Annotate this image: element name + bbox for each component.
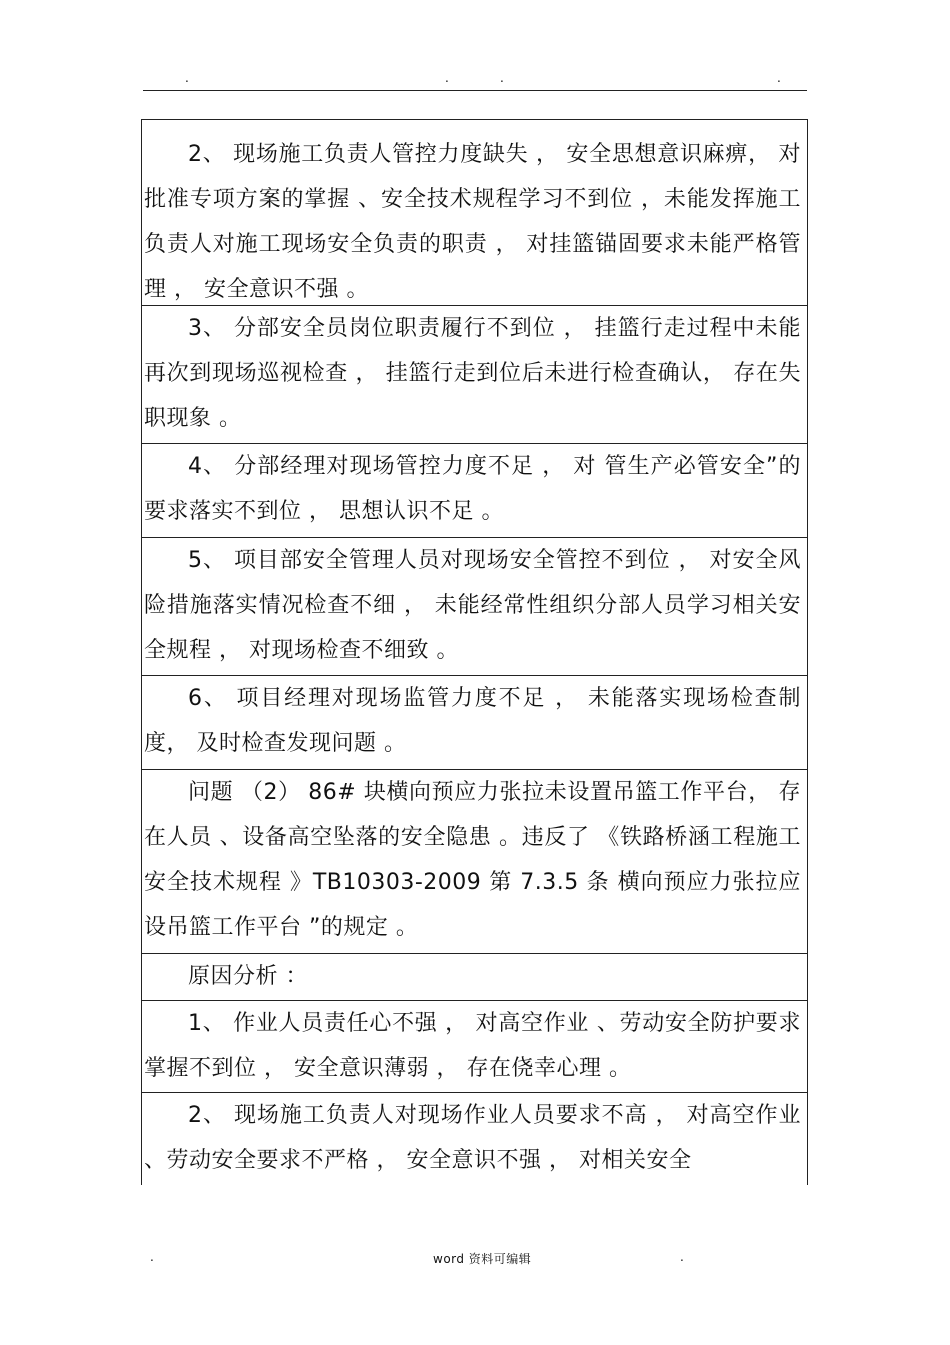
table-row	[142, 132, 807, 306]
table-row	[142, 444, 807, 538]
header-dot: .	[777, 71, 781, 85]
row-text: 3、 分部安全员岗位职责履行不到位 ， 挂篮行走过程中未能再次到现场巡视检查 ， 挂篮行走到位后未进行检查确认， 存在失职现象 。	[144, 316, 801, 431]
row-text: 5、 项目部安全管理人员对现场安全管控不到位 ， 对安全风险措施落实情况检查不细 ， 未能经常性组织分部人员学习相关安全规程 ， 对现场检查不细致 。	[144, 548, 801, 663]
header-dot: .	[500, 71, 504, 85]
table-row	[142, 538, 807, 676]
row-text: 问题 （2） 86# 块横向预应力张拉未设置吊篮工作平台， 存在人员 、设备高空坠落的安全隐患 。违反了 《铁路桥涵工程施工安全技术规程 》TB10303-2009 第 7.3.5 条 横向预应力张拉应设吊篮工作平台 ”的规定 。	[144, 780, 801, 940]
row-text: 2、 现场施工负责人对现场作业人员要求不高 ， 对高空作业 、劳动安全要求不严格 ， 安全意识不强 ， 对相关安全	[144, 1103, 801, 1173]
header-dot: .	[185, 71, 189, 85]
table-row	[142, 306, 807, 444]
row-text: 2、 现场施工负责人管控力度缺失 ， 安全思想意识麻痹， 对批准专项方案的掌握 、安全技术规程学习不到位 ，未能发挥施工负责人对施工现场安全负责的职责 ， 对挂篮锚固要求未能严格管理 ， 安全意识不强 。	[144, 142, 801, 302]
row-text: 原因分析 ：	[188, 964, 308, 989]
footer-dot: .	[680, 1250, 684, 1264]
table-row	[142, 1001, 807, 1093]
footer-dot: .	[150, 1250, 154, 1264]
table-row	[142, 770, 807, 954]
footer-text: word 资料可编辑	[433, 1252, 532, 1266]
table-row	[142, 1093, 807, 1185]
row-text: 6、 项目经理对现场监管力度不足 ， 未能落实现场检查制度， 及时检查发现问题 。	[144, 686, 801, 756]
page-footer	[0, 1250, 950, 1270]
page-header-dots	[143, 72, 807, 86]
row-text: 1、 作业人员责任心不强 ， 对高空作业 、劳动安全防护要求掌握不到位 ， 安全意识薄弱 ， 存在侥幸心理 。	[144, 1011, 801, 1081]
document-table	[141, 119, 808, 1185]
header-rule	[143, 90, 807, 91]
row-text: 4、 分部经理对现场管控力度不足 ， 对 管生产必管安全”的要求落实不到位 ， 思想认识不足 。	[144, 454, 801, 524]
table-row	[142, 676, 807, 770]
table-row	[142, 954, 807, 1001]
header-dot: .	[445, 71, 449, 85]
